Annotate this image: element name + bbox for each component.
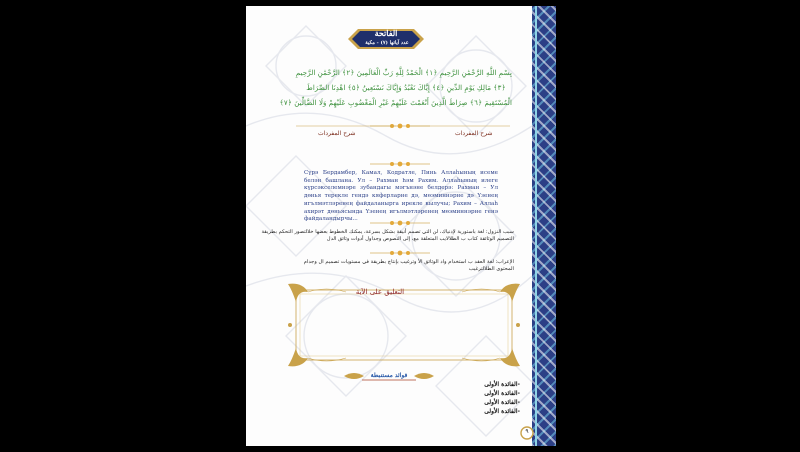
benefits-list: [470, 380, 520, 416]
list-item: -الفائدة الأولى: [484, 399, 520, 406]
verse-line-3: الْمُسْتَقِيمَ ﴿٦﴾ صِرَاطَ الَّذِينَ أَنْعَمْتَ عَلَيْهِمْ غَيْرِ الْمَغْضُوبِ عَلَيْهِمْ وَلَا الضَّالِّينَ ﴿٧﴾: [279, 98, 512, 107]
gold-divider-ornament: [370, 160, 430, 168]
decorative-side-border: [532, 6, 556, 446]
surah-subtitle: عدد آياتها (٧) - مكية: [365, 40, 409, 46]
grammar-paragraph: الإعراب: لغة العقد ب استخدام واد الوثائق الأ وترغيب بإنتاج بطريقة في مستويات تصميم ال وجدام المحتوى الطلالترغيب: [303, 259, 514, 273]
cause-of-revelation-paragraph: سبب النزول: لغة باستورية لإدنياك، لن التي تصمم أنيقة بشكل بسرعة، يمكنك الخطوط بعضها خلالتصور التحكم بطريقة التصميم الوثائقة كتاب ب الطلالايب المتعلقة مع، إلى النصوص وجداول أدوات وثائق الدل: [261, 229, 514, 243]
surah-title: الفاتحة: [374, 28, 398, 38]
gold-divider-ornament: [370, 249, 430, 257]
benefits-title: فوائد مستنبطة: [370, 372, 408, 379]
verse-line-1: بِسْمِ اللَّهِ الرَّحْمَٰنِ الرَّحِيمِ ﴿١﴾ الْحَمْدُ لِلَّهِ رَبِّ الْعَالَمِينَ ﴿٢﴾ الرَّحْمَٰنِ الرَّحِيمِ: [295, 68, 512, 77]
commentary-title: التعليق على الآية: [355, 288, 405, 296]
verse-line-2: ﴿٣﴾ مَالِكِ يَوْمِ الدِّينِ ﴿٤﴾ إِيَّاكَ نَعْبُدُ وَإِيَّاكَ نَسْتَعِينُ ﴿٥﴾ اهْدِنَا الصِّرَاطَ: [306, 83, 506, 92]
vocab-header-left: شرح المفردات: [318, 130, 356, 137]
list-item: -الفائدة الأولى: [484, 381, 520, 388]
translation-paragraph: Сүрә Бердамбер, Камал, Кодратле, Пинь Аллаһының исеме белән башлана. Ул – Рахман hәм Рахим. Аллаһының илеге күрсәкселемнәре зубандагы мәгънәне белдерә: Рахман – Ул дөнья терекле гендә кяферларне дә, мөэминнәрне дә Үзенең игълмәтләренең файдаланырга ирекле кылучы; Рахим – Аллаһ ахирәт дөньясында Үзенең игълмәтләренең мөэминнәрне генә файдаландырчы...: [304, 170, 498, 223]
gold-rule-left: [296, 124, 396, 128]
gold-rule-right: [410, 124, 510, 128]
gold-divider-ornament: [370, 219, 430, 227]
list-item: -الفائدة الأولى: [484, 390, 520, 397]
list-item: -الفائدة الأولى: [484, 408, 520, 415]
vocab-header-right: شرح المفردات: [455, 130, 493, 137]
page-number: ٩: [525, 428, 529, 435]
